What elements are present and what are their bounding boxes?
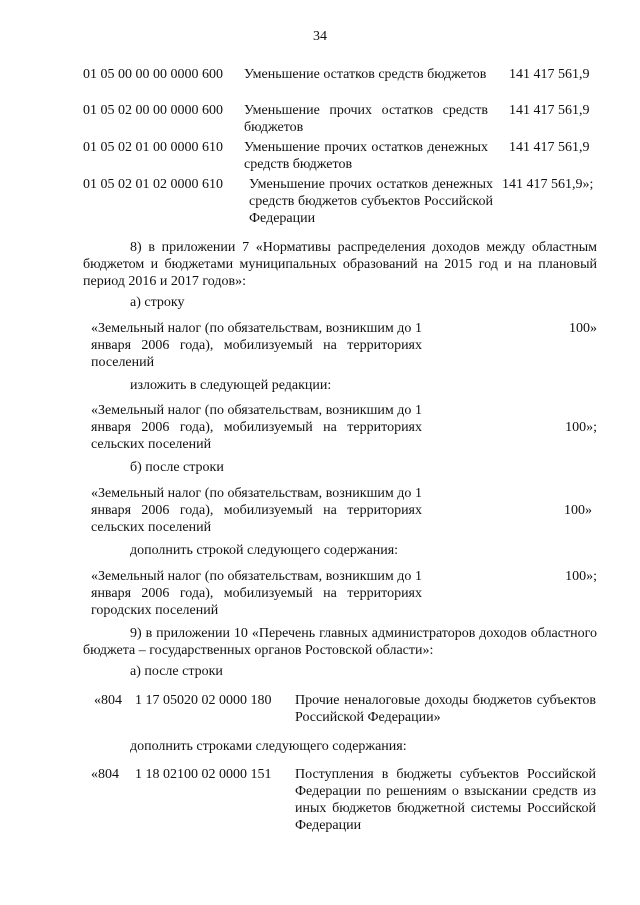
add-intro: дополнить строкой следующего содержания: [130, 543, 399, 558]
paragraph-8: 8) в приложении 7 «Нормативы распределения доходов между областным бюджетом и бюджетами муниципальных образований на 2015 год и на плановый период 2016 и 2017 годов»: [83, 240, 597, 289]
table1-desc: Уменьшение остатков средств бюджетов [244, 67, 487, 82]
table1-desc: Уменьшение прочих остатков денежных средств бюджетов субъектов Российской Федерации [249, 177, 493, 226]
table1-code: 01 05 02 01 02 0000 610 [83, 177, 223, 192]
income-code: 1 17 05020 02 0000 180 [135, 693, 272, 708]
table1-desc: Уменьшение прочих остатков средств бюджетов [244, 103, 488, 135]
admin-code: «804 [91, 767, 119, 782]
income-code: 1 18 02100 02 0000 151 [135, 767, 272, 782]
paragraph-9: 9) в приложении 10 «Перечень главных администраторов доходов областного бюджета – государственных органов Ростовской области»: [83, 626, 597, 658]
tax-row-value: 100»; [565, 569, 597, 584]
subpoint-b: б) после строки [130, 460, 224, 475]
table1-amount: 141 417 561,9»; [502, 177, 594, 192]
tax-row-value: 100» [569, 321, 597, 336]
tax-row-value: 100» [564, 503, 592, 518]
table1-amount: 141 417 561,9 [509, 140, 590, 155]
table1-desc: Уменьшение прочих остатков денежных средств бюджетов [244, 140, 488, 172]
subpoint-a: а) строку [130, 295, 185, 310]
page-number: 34 [313, 29, 327, 44]
replace-intro: изложить в следующей редакции: [130, 378, 332, 393]
table1-amount: 141 417 561,9 [509, 67, 590, 82]
add-rows-intro: дополнить строками следующего содержания: [130, 739, 407, 754]
income-desc: Прочие неналоговые доходы бюджетов субъектов Российской Федерации» [295, 693, 596, 725]
tax-row-text: «Земельный налог (по обязательствам, возникшим до 1 января 2006 года), мобилизуемый на территориях сельских поселений [91, 486, 422, 535]
subpoint-a: а) после строки [130, 664, 223, 679]
table1-code: 01 05 02 00 00 0000 600 [83, 103, 223, 118]
tax-row-value: 100»; [565, 420, 597, 435]
tax-row-text: «Земельный налог (по обязательствам, возникшим до 1 января 2006 года), мобилизуемый на территориях городских поселений [91, 569, 422, 618]
income-desc: Поступления в бюджеты субъектов Российской Федерации по решениям о взыскании средств из иных бюджетов бюджетной системы Российской Федерации [295, 767, 596, 833]
table1-code: 01 05 02 01 00 0000 610 [83, 140, 223, 155]
tax-row-text: «Земельный налог (по обязательствам, возникшим до 1 января 2006 года), мобилизуемый на территориях поселений [91, 321, 422, 370]
table1-amount: 141 417 561,9 [509, 103, 590, 118]
admin-code: «804 [94, 693, 122, 708]
tax-row-text: «Земельный налог (по обязательствам, возникшим до 1 января 2006 года), мобилизуемый на территориях сельских поселений [91, 403, 422, 452]
table1-code: 01 05 00 00 00 0000 600 [83, 67, 223, 82]
